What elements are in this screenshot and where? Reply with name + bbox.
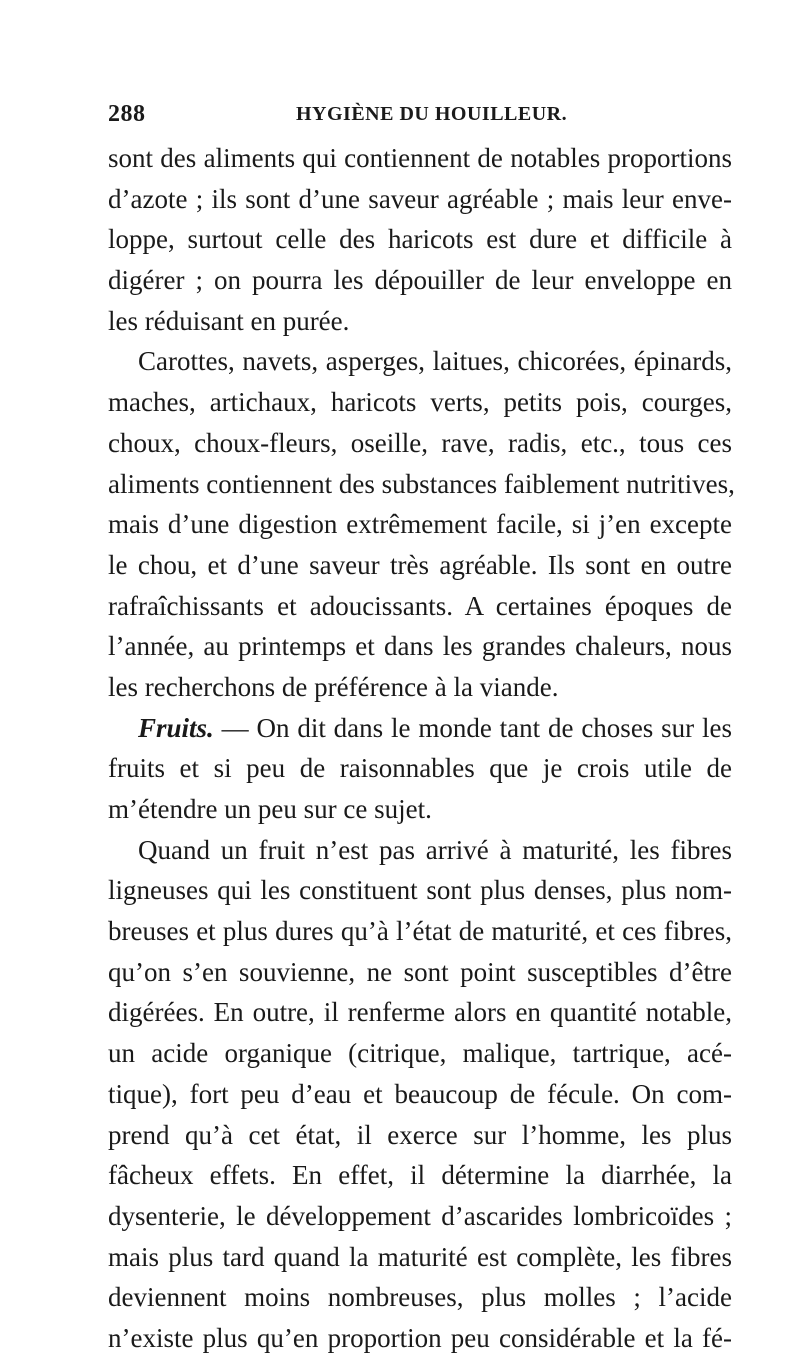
text-line: l’année, au printemps et dans les grandes chaleurs, nous [108, 631, 732, 662]
text-line: dysenterie, le développement d’ascarides lombricoïdes ; [108, 1200, 732, 1231]
text-line: ligneuses qui les constituent sont plus denses, plus nom- [108, 875, 732, 906]
text-line: fâcheux effets. En effet, il détermine la diarrhée, la [108, 1160, 732, 1191]
text-line: fruits et si peu de raisonnables que je crois utile de [108, 753, 732, 784]
text-line: deviennent moins nombreuses, plus molles ; l’acide [108, 1282, 732, 1313]
page-number: 288 [108, 101, 146, 127]
text-line: prend qu’à cet état, il exerce sur l’homme, les plus [108, 1119, 732, 1150]
running-head [108, 101, 708, 131]
text-line: les recherchons de préférence à la viande. [108, 671, 559, 702]
section-lead-rest: — On dit dans le monde tant de choses sur les [213, 712, 732, 743]
running-title: HYGIÈNE DU HOUILLEUR. [296, 103, 568, 125]
text-line: maches, artichaux, haricots verts, petits pois, courges, [108, 387, 732, 418]
text-line: sont des aliments qui contiennent de notables proportions [108, 143, 732, 173]
text-line: tique), fort peu d’eau et beaucoup de fécule. On com- [108, 1078, 732, 1109]
text-line: choux, choux-fleurs, oseille, rave, radis, etc., tous ces [108, 427, 732, 458]
text-line: le chou, et d’une saveur très agréable. Ils sont en outre [108, 549, 732, 580]
text-line: Carottes, navets, asperges, laitues, chicorées, épinards, [138, 346, 732, 377]
text-line: digérer ; on pourra les dépouiller de leur enveloppe en [108, 265, 732, 296]
section-lead-fruits: Fruits. [138, 712, 214, 743]
text-line: loppe, surtout celle des haricots est dure et difficile à [108, 224, 732, 255]
text-line: rafraîchissants et adoucissants. A certaines époques de [108, 590, 732, 621]
body-text [108, 138, 735, 1359]
text-line: digérées. En outre, il renferme alors en quantité notable, [108, 997, 732, 1028]
text-line: aliments contiennent des substances faiblement nutritives, [108, 468, 735, 499]
text-line: Quand un fruit n’est pas arrivé à maturité, les fibres [138, 834, 732, 865]
text-line: les réduisant en purée. [108, 305, 350, 336]
text-line: qu’on s’en souvienne, ne sont point susceptibles d’être [108, 956, 732, 987]
text-line: m’étendre un peu sur ce sujet. [108, 794, 432, 824]
text-line: mais d’une digestion extrêmement facile, si j’en excepte [108, 509, 732, 540]
text-line: d’azote ; ils sont d’une saveur agréable ; mais leur enve- [108, 183, 732, 214]
text-line: breuses et plus dures qu’à l’état de maturité, et ces fibres, [108, 916, 732, 947]
text-line: un acide organique (citrique, malique, tartrique, acé- [108, 1038, 732, 1069]
text-line: mais plus tard quand la maturité est complète, les fibres [108, 1241, 732, 1272]
text-line-fruits [108, 708, 732, 749]
text-line: n’existe plus qu’en proportion peu considérable et la fé- [108, 1322, 732, 1353]
